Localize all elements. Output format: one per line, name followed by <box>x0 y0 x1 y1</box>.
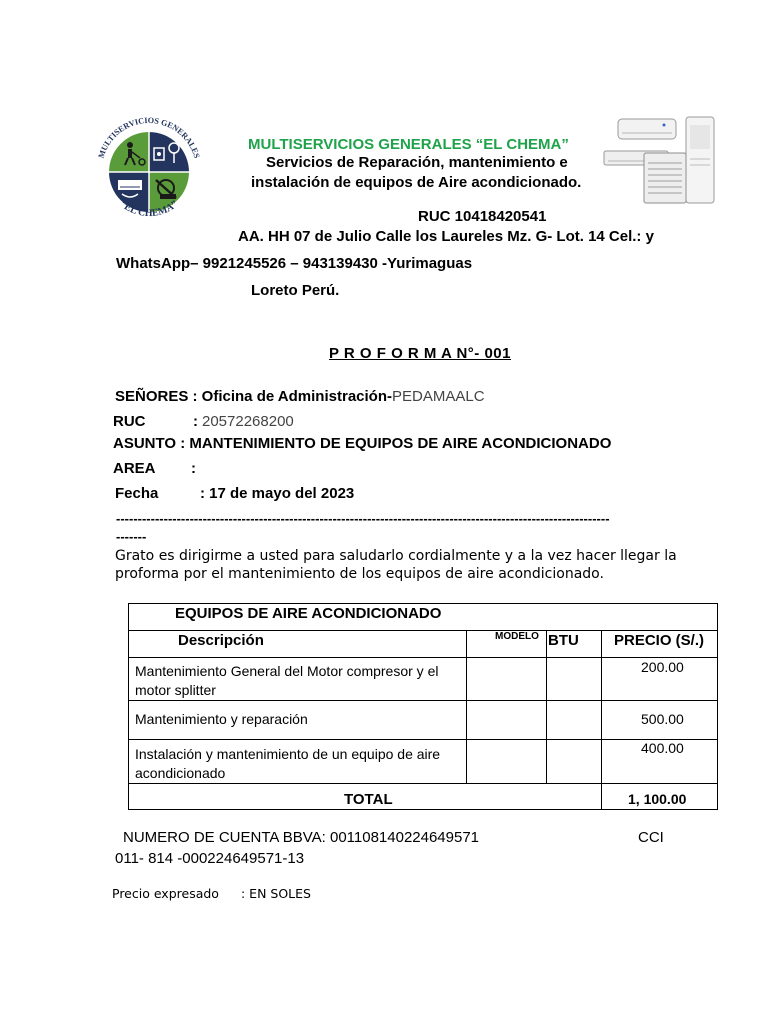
ruc-field <box>113 413 294 430</box>
currency-label: Precio expresado <box>112 886 219 901</box>
quote-table <box>128 603 718 810</box>
row-1-description-line-1: Mantenimiento General del Motor compresor y el <box>135 663 439 679</box>
company-ruc: RUC 10418420541 <box>418 208 547 225</box>
row-3-description-line-1: Instalación y mantenimiento de un equipo de aire <box>135 746 441 762</box>
address-line-1: AA. HH 07 de Julio Calle los Laureles Mz. G- Lot. 14 Cel.: y <box>238 228 654 245</box>
ruc-value: 20572268200 <box>202 413 294 430</box>
company-name: MULTISERVICIOS GENERALES “EL CHEMA” <box>248 136 569 153</box>
senores-label: SEÑORES : Oficina de Administración- <box>115 388 392 405</box>
cci-label: CCI <box>638 829 664 846</box>
row-1-description-line-2: motor splitter <box>135 682 216 698</box>
ruc-label: RUC <box>113 413 146 430</box>
fecha-field <box>115 485 355 502</box>
intro-paragraph: Grato es dirigirme a usted para saludarlo cordialmente y a la vez hacer llegar la proforma por el mantenimiento de los equipos de aire acondicionado. <box>115 548 677 582</box>
cci-number: 011- 814 -000224649571-13 <box>115 850 305 867</box>
currency-value: : EN SOLES <box>241 886 311 901</box>
row-3-description-line-2: acondicionado <box>135 765 226 781</box>
senores-value: PEDAMAALC <box>392 388 485 405</box>
address-line-2: WhatsApp– 9921245526 – 943139430 -Yurimaguas <box>116 255 473 272</box>
header-price: PRECIO (S/.) <box>614 632 705 649</box>
bank-account: NUMERO DE CUENTA BBVA: 001108140224649571 <box>123 829 480 846</box>
ruc-separator: : <box>193 413 198 430</box>
logo-top-text: MULTISERVICIOS GENERALES <box>96 115 202 160</box>
proforma-title: P R O F O R M A N°- 001 <box>329 345 511 362</box>
row-2-price: 500.00 <box>641 711 684 727</box>
fecha-value: : 17 de mayo del 2023 <box>200 485 355 502</box>
area-separator: : <box>191 460 196 477</box>
header-btu: BTU <box>548 632 579 649</box>
company-logo <box>90 108 208 236</box>
area-label: AREA <box>113 460 156 477</box>
table-row <box>135 711 308 727</box>
table-row <box>135 662 438 700</box>
table-section-title: EQUIPOS DE AIRE ACONDICIONADO <box>175 605 442 622</box>
asunto-field: ASUNTO : MANTENIMIENTO DE EQUIPOS DE AIRE ACONDICIONADO <box>113 435 612 452</box>
address-line-3: Loreto Perú. <box>251 282 340 299</box>
total-label: TOTAL <box>344 791 393 808</box>
header-description: Descripción <box>178 632 264 649</box>
separator-line: ------------------------------------------------------------------------------------------------------------------ <box>116 511 610 526</box>
air-conditioner-units-image <box>600 113 720 207</box>
senores-field <box>115 388 485 405</box>
logo-bottom-text: “EL CHEMA” <box>117 198 181 220</box>
separator-line-continuation: ------- <box>116 529 147 544</box>
table-row <box>135 745 440 783</box>
total-value: 1, 100.00 <box>628 791 687 807</box>
area-field <box>113 460 196 477</box>
row-3-price: 400.00 <box>641 740 684 756</box>
row-1-price: 200.00 <box>641 659 684 675</box>
services-line-1: Servicios de Reparación, mantenimiento e <box>266 154 568 171</box>
services-line-2: instalación de equipos de Aire acondicionado. <box>251 174 582 191</box>
header-model: MODELO <box>495 631 539 642</box>
fecha-label: Fecha <box>115 485 159 502</box>
row-2-description: Mantenimiento y reparación <box>135 711 308 727</box>
